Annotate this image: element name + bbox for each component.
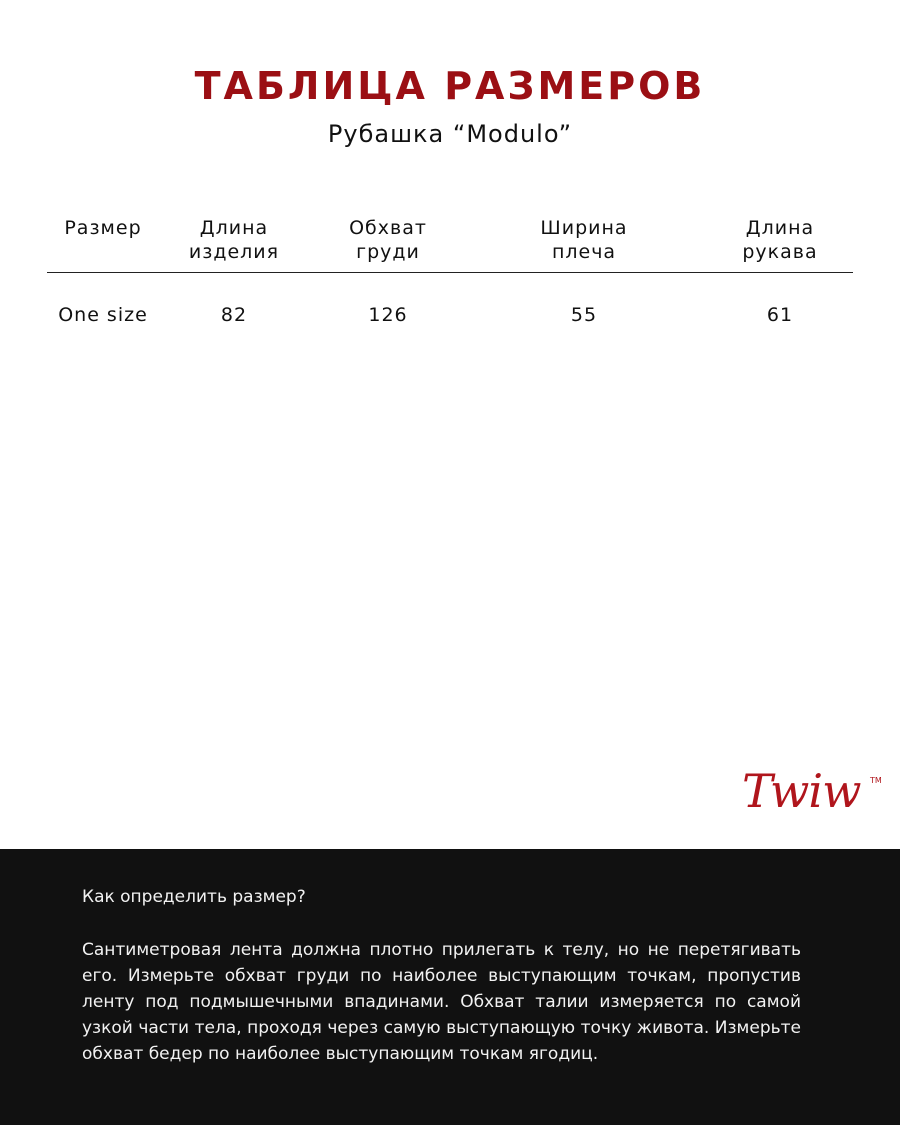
table-cell-sleeve: 61: [766, 304, 794, 326]
table-cell-shoulder: 55: [570, 304, 598, 326]
table-cell-size: One size: [58, 304, 148, 326]
table-cell-length: 82: [220, 304, 248, 326]
column-header-shoulder: Ширина плеча: [540, 217, 628, 263]
table-cell-chest: 126: [368, 304, 408, 326]
info-text: Сантиметровая лента должна плотно прилегать к телу, но не перетягивать его. Измерьте обхват груди по наиболее выступающим точкам, пропустив ленту под подмышечными впадинами. Обхват талии измеряется по самой узкой части тела, проходя через самую выступающую точку живота. Измерьте обхват бедер по наиболее выступающим точкам ягодиц.: [82, 940, 801, 1064]
size-table: [47, 216, 853, 326]
brand-logo-text: Twiw: [742, 764, 861, 818]
info-footer: [0, 849, 900, 1125]
brand-logo: [738, 764, 888, 824]
table-header-row: [47, 216, 853, 272]
table-divider: [47, 272, 853, 273]
column-header-chest: Обхват груди: [349, 217, 427, 263]
trademark-mark: TM: [870, 776, 882, 785]
column-header-sleeve: Длина рукава: [742, 217, 818, 263]
info-question: Как определить размер?: [82, 887, 306, 907]
column-header-length: Длина изделия: [188, 217, 280, 263]
column-header-size: Размер: [64, 217, 142, 239]
page-title: ТАБЛИЦА РАЗМЕРОВ: [194, 64, 706, 108]
product-subtitle: Рубашка “Modulo”: [327, 120, 573, 148]
